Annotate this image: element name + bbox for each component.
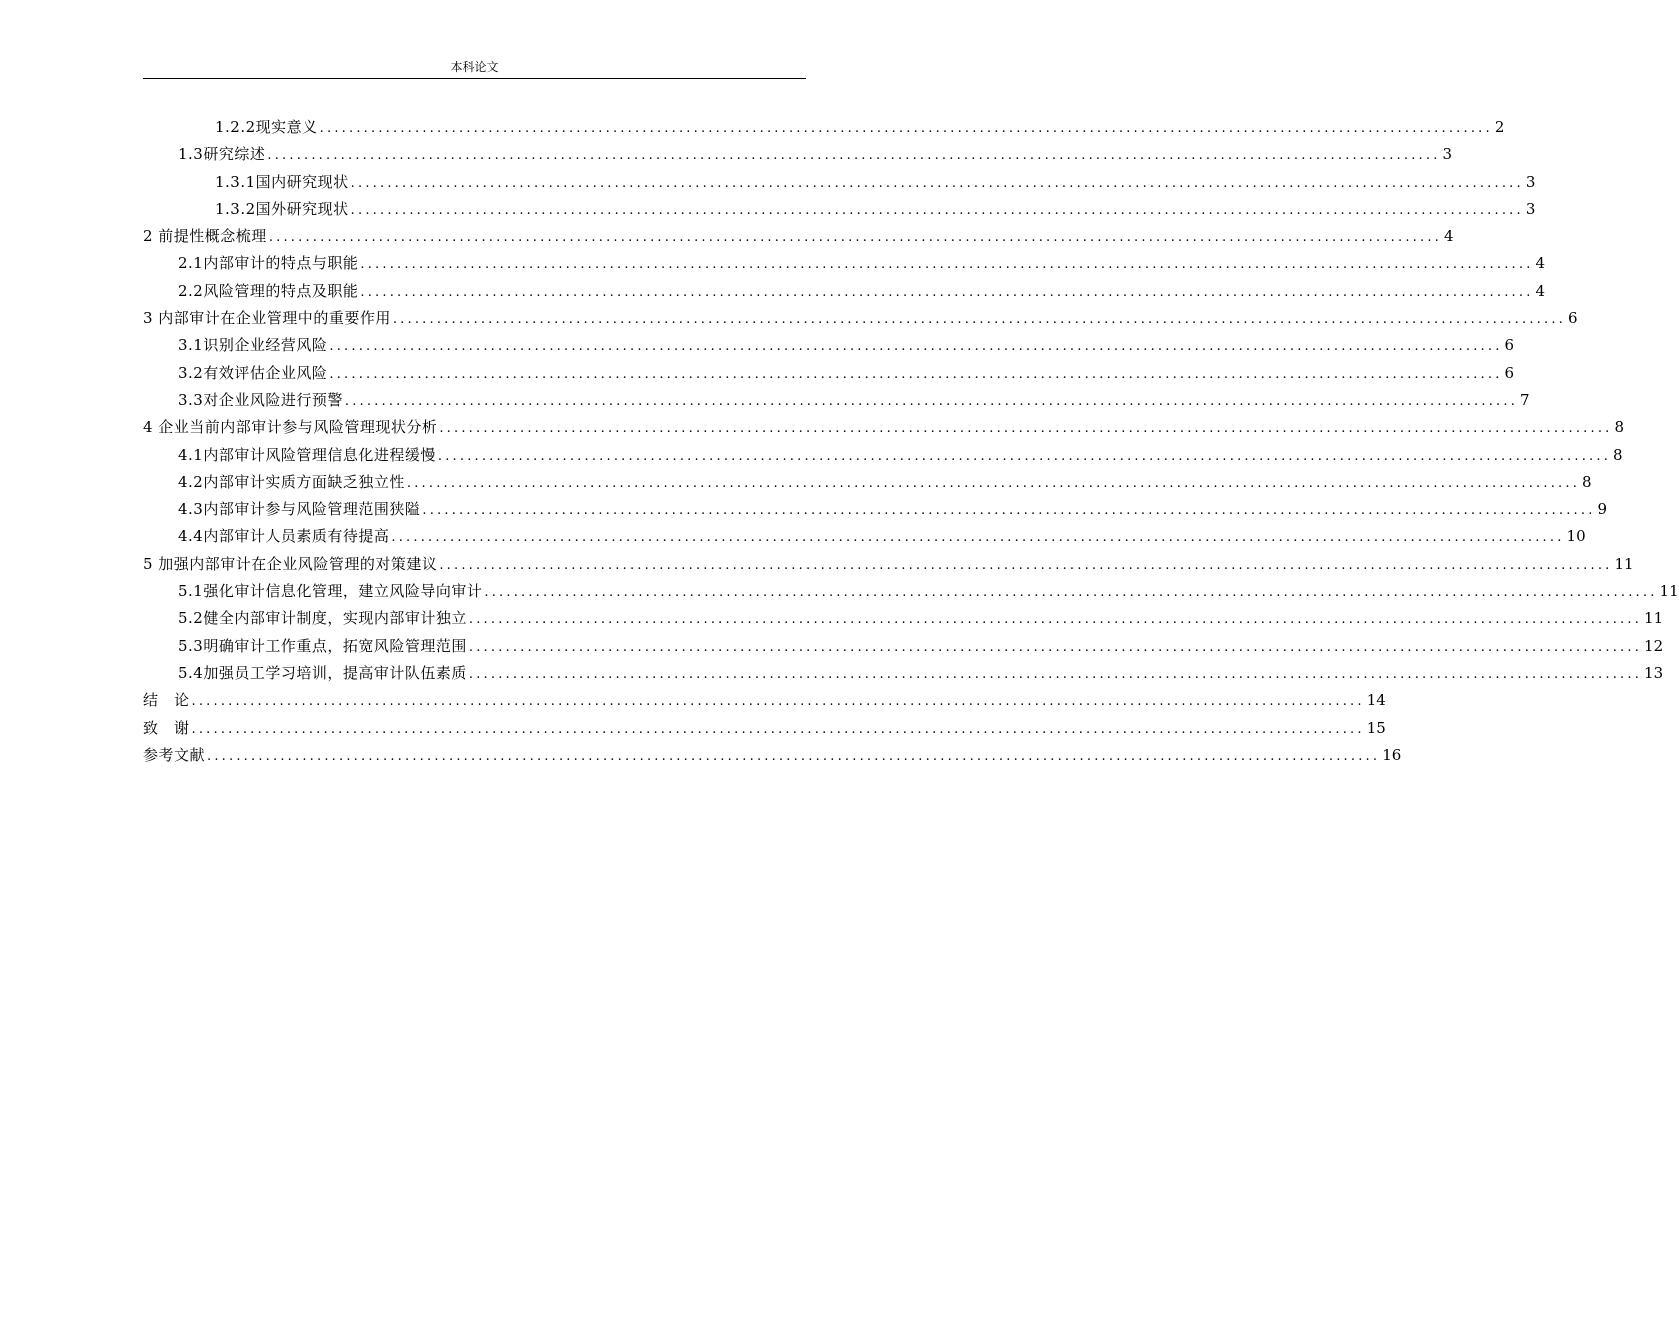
toc-entry[interactable]: [143, 660, 1664, 687]
toc-entry[interactable]: [143, 305, 1578, 332]
toc-leader-dots: ................................................................................................................................................................: [350, 175, 1524, 191]
page-header: [143, 60, 806, 79]
toc-entry[interactable]: [143, 578, 1679, 605]
toc-leader-dots: ................................................................................................................................................................: [319, 121, 1493, 136]
toc-leader-dots: ................................................................................................................................................................: [191, 721, 1365, 737]
toc-entry[interactable]: [143, 360, 1515, 387]
toc-entry[interactable]: [143, 169, 1536, 196]
toc-entry[interactable]: [143, 687, 1386, 714]
toc-entry[interactable]: [143, 278, 1546, 305]
toc-entry-page-number: 16: [1382, 745, 1402, 764]
toc-entry-title: 5.1强化审计信息化管理，建立风险导向审计: [178, 582, 483, 601]
toc-leader-dots: ................................................................................................................................................................: [350, 202, 1524, 218]
toc-entry-title: 5.3明确审计工作重点，拓宽风险管理范围: [178, 636, 467, 655]
toc-leader-dots: ................................................................................................................................................................: [207, 748, 1381, 764]
toc-entry-page-number: 3: [1525, 172, 1536, 191]
toc-entry-title: 1.3.2国外研究现状: [215, 199, 349, 218]
toc-entry-title: 4.4内部审计人员素质有待提高: [178, 527, 390, 546]
toc-entry-page-number: 6: [1504, 336, 1515, 355]
toc-entry-page-number: 11: [1644, 609, 1664, 628]
toc-leader-dots: ................................................................................................................................................................: [439, 557, 1613, 573]
toc-leader-dots: ................................................................................................................................................................: [268, 230, 1442, 246]
toc-entry[interactable]: [143, 250, 1546, 277]
toc-entry-title: 4.3内部审计参与风险管理范围狭隘: [178, 500, 421, 519]
toc-entry-title: 4 企业当前内部审计参与风险管理现状分析: [143, 418, 438, 437]
toc-leader-dots: ................................................................................................................................................................: [344, 393, 1519, 409]
toc-entry-title: 2.2风险管理的特点及职能: [178, 281, 359, 300]
toc-entry-title: 1.2.2现实意义: [215, 118, 318, 136]
toc-leader-dots: ................................................................................................................................................................: [392, 312, 1566, 328]
toc-entry-page-number: 7: [1520, 390, 1530, 409]
toc-entry[interactable]: [143, 715, 1386, 742]
toc-leader-dots: ................................................................................................................................................................: [329, 339, 1503, 355]
toc-entry-page-number: 6: [1504, 363, 1515, 382]
toc-leader-dots: ................................................................................................................................................................: [437, 448, 1612, 464]
toc-entry-title: 2 前提性概念梳理: [143, 227, 267, 246]
toc-entry[interactable]: [143, 496, 1608, 523]
toc-leader-dots: ................................................................................................................................................................: [468, 612, 1643, 628]
toc-entry-page-number: 9: [1597, 500, 1608, 519]
toc-entry-title: 5 加强内部审计在企业风险管理的对策建议: [143, 554, 438, 573]
toc-entry-page-number: 8: [1582, 472, 1592, 491]
toc-entry-page-number: 8: [1614, 418, 1625, 437]
toc-entry[interactable]: [143, 332, 1515, 359]
toc-entry-title: 3.1识别企业经营风险: [178, 336, 328, 355]
toc-leader-dots: ................................................................................................................................................................: [468, 666, 1643, 682]
toc-entry[interactable]: [143, 523, 1586, 550]
toc-entry-page-number: 8: [1613, 445, 1623, 464]
toc-entry-title: 5.2健全内部审计制度，实现内部审计独立: [178, 609, 467, 628]
toc-entry[interactable]: [143, 223, 1454, 250]
toc-entry-title: 结 论: [143, 691, 190, 710]
header-title: 本科论文: [450, 60, 499, 74]
toc-entry-page-number: 6: [1568, 309, 1578, 328]
toc-entry[interactable]: [143, 551, 1634, 578]
toc-leader-dots: ................................................................................................................................................................: [422, 503, 1596, 519]
toc-entry-page-number: 3: [1525, 199, 1536, 218]
toc-entry-title: 致 谢: [143, 718, 190, 737]
toc-leader-dots: ................................................................................................................................................................: [329, 366, 1503, 382]
toc-entry-page-number: 14: [1366, 691, 1386, 710]
toc-entry-page-number: 11: [1659, 582, 1679, 601]
toc-entry-page-number: 13: [1644, 663, 1664, 682]
toc-leader-dots: ................................................................................................................................................................: [191, 694, 1365, 710]
toc-entry-title: 4.1内部审计风险管理信息化进程缓慢: [178, 445, 436, 464]
toc-leader-dots: ................................................................................................................................................................: [267, 148, 1441, 164]
toc-leader-dots: ................................................................................................................................................................: [439, 421, 1613, 437]
toc-entry[interactable]: [143, 414, 1625, 441]
toc-entry-page-number: 4: [1443, 227, 1454, 246]
toc-entry-title: 1.3.1国内研究现状: [215, 172, 349, 191]
table-of-contents: [143, 114, 1679, 769]
toc-entry[interactable]: [143, 605, 1664, 632]
toc-entry[interactable]: [143, 196, 1536, 223]
toc-entry-page-number: 3: [1442, 145, 1453, 164]
toc-entry-title: 4.2内部审计实质方面缺乏独立性: [178, 472, 405, 491]
toc-entry[interactable]: [143, 114, 1505, 141]
toc-entry-title: 3.2有效评估企业风险: [178, 363, 328, 382]
toc-entry[interactable]: [143, 387, 1530, 414]
toc-entry-page-number: 11: [1614, 554, 1634, 573]
toc-leader-dots: ................................................................................................................................................................: [468, 639, 1643, 655]
toc-entry[interactable]: [143, 141, 1453, 168]
toc-entry[interactable]: [143, 442, 1623, 469]
toc-entry[interactable]: [143, 469, 1592, 496]
toc-entry-title: 5.4加强员工学习培训，提高审计队伍素质: [178, 663, 467, 682]
toc-leader-dots: ................................................................................................................................................................: [360, 257, 1534, 273]
toc-entry-page-number: 10: [1566, 527, 1586, 546]
toc-entry[interactable]: [143, 633, 1664, 660]
toc-entry-page-number: 2: [1494, 118, 1505, 136]
toc-entry-title: 参考文献: [143, 745, 206, 764]
toc-leader-dots: ................................................................................................................................................................: [484, 585, 1658, 601]
toc-leader-dots: ................................................................................................................................................................: [406, 475, 1581, 491]
toc-leader-dots: ................................................................................................................................................................: [391, 530, 1565, 546]
toc-entry-page-number: 12: [1644, 636, 1664, 655]
toc-entry-title: 1.3研究综述: [178, 145, 266, 164]
toc-entry-page-number: 15: [1366, 718, 1386, 737]
toc-entry-page-number: 4: [1535, 281, 1546, 300]
toc-entry[interactable]: [143, 742, 1402, 769]
toc-entry-title: 3.3对企业风险进行预警: [178, 390, 343, 409]
toc-entry-title: 2.1内部审计的特点与职能: [178, 254, 359, 273]
toc-entry-page-number: 4: [1535, 254, 1546, 273]
toc-leader-dots: ................................................................................................................................................................: [360, 284, 1534, 300]
toc-entry-title: 3 内部审计在企业管理中的重要作用: [143, 309, 391, 328]
